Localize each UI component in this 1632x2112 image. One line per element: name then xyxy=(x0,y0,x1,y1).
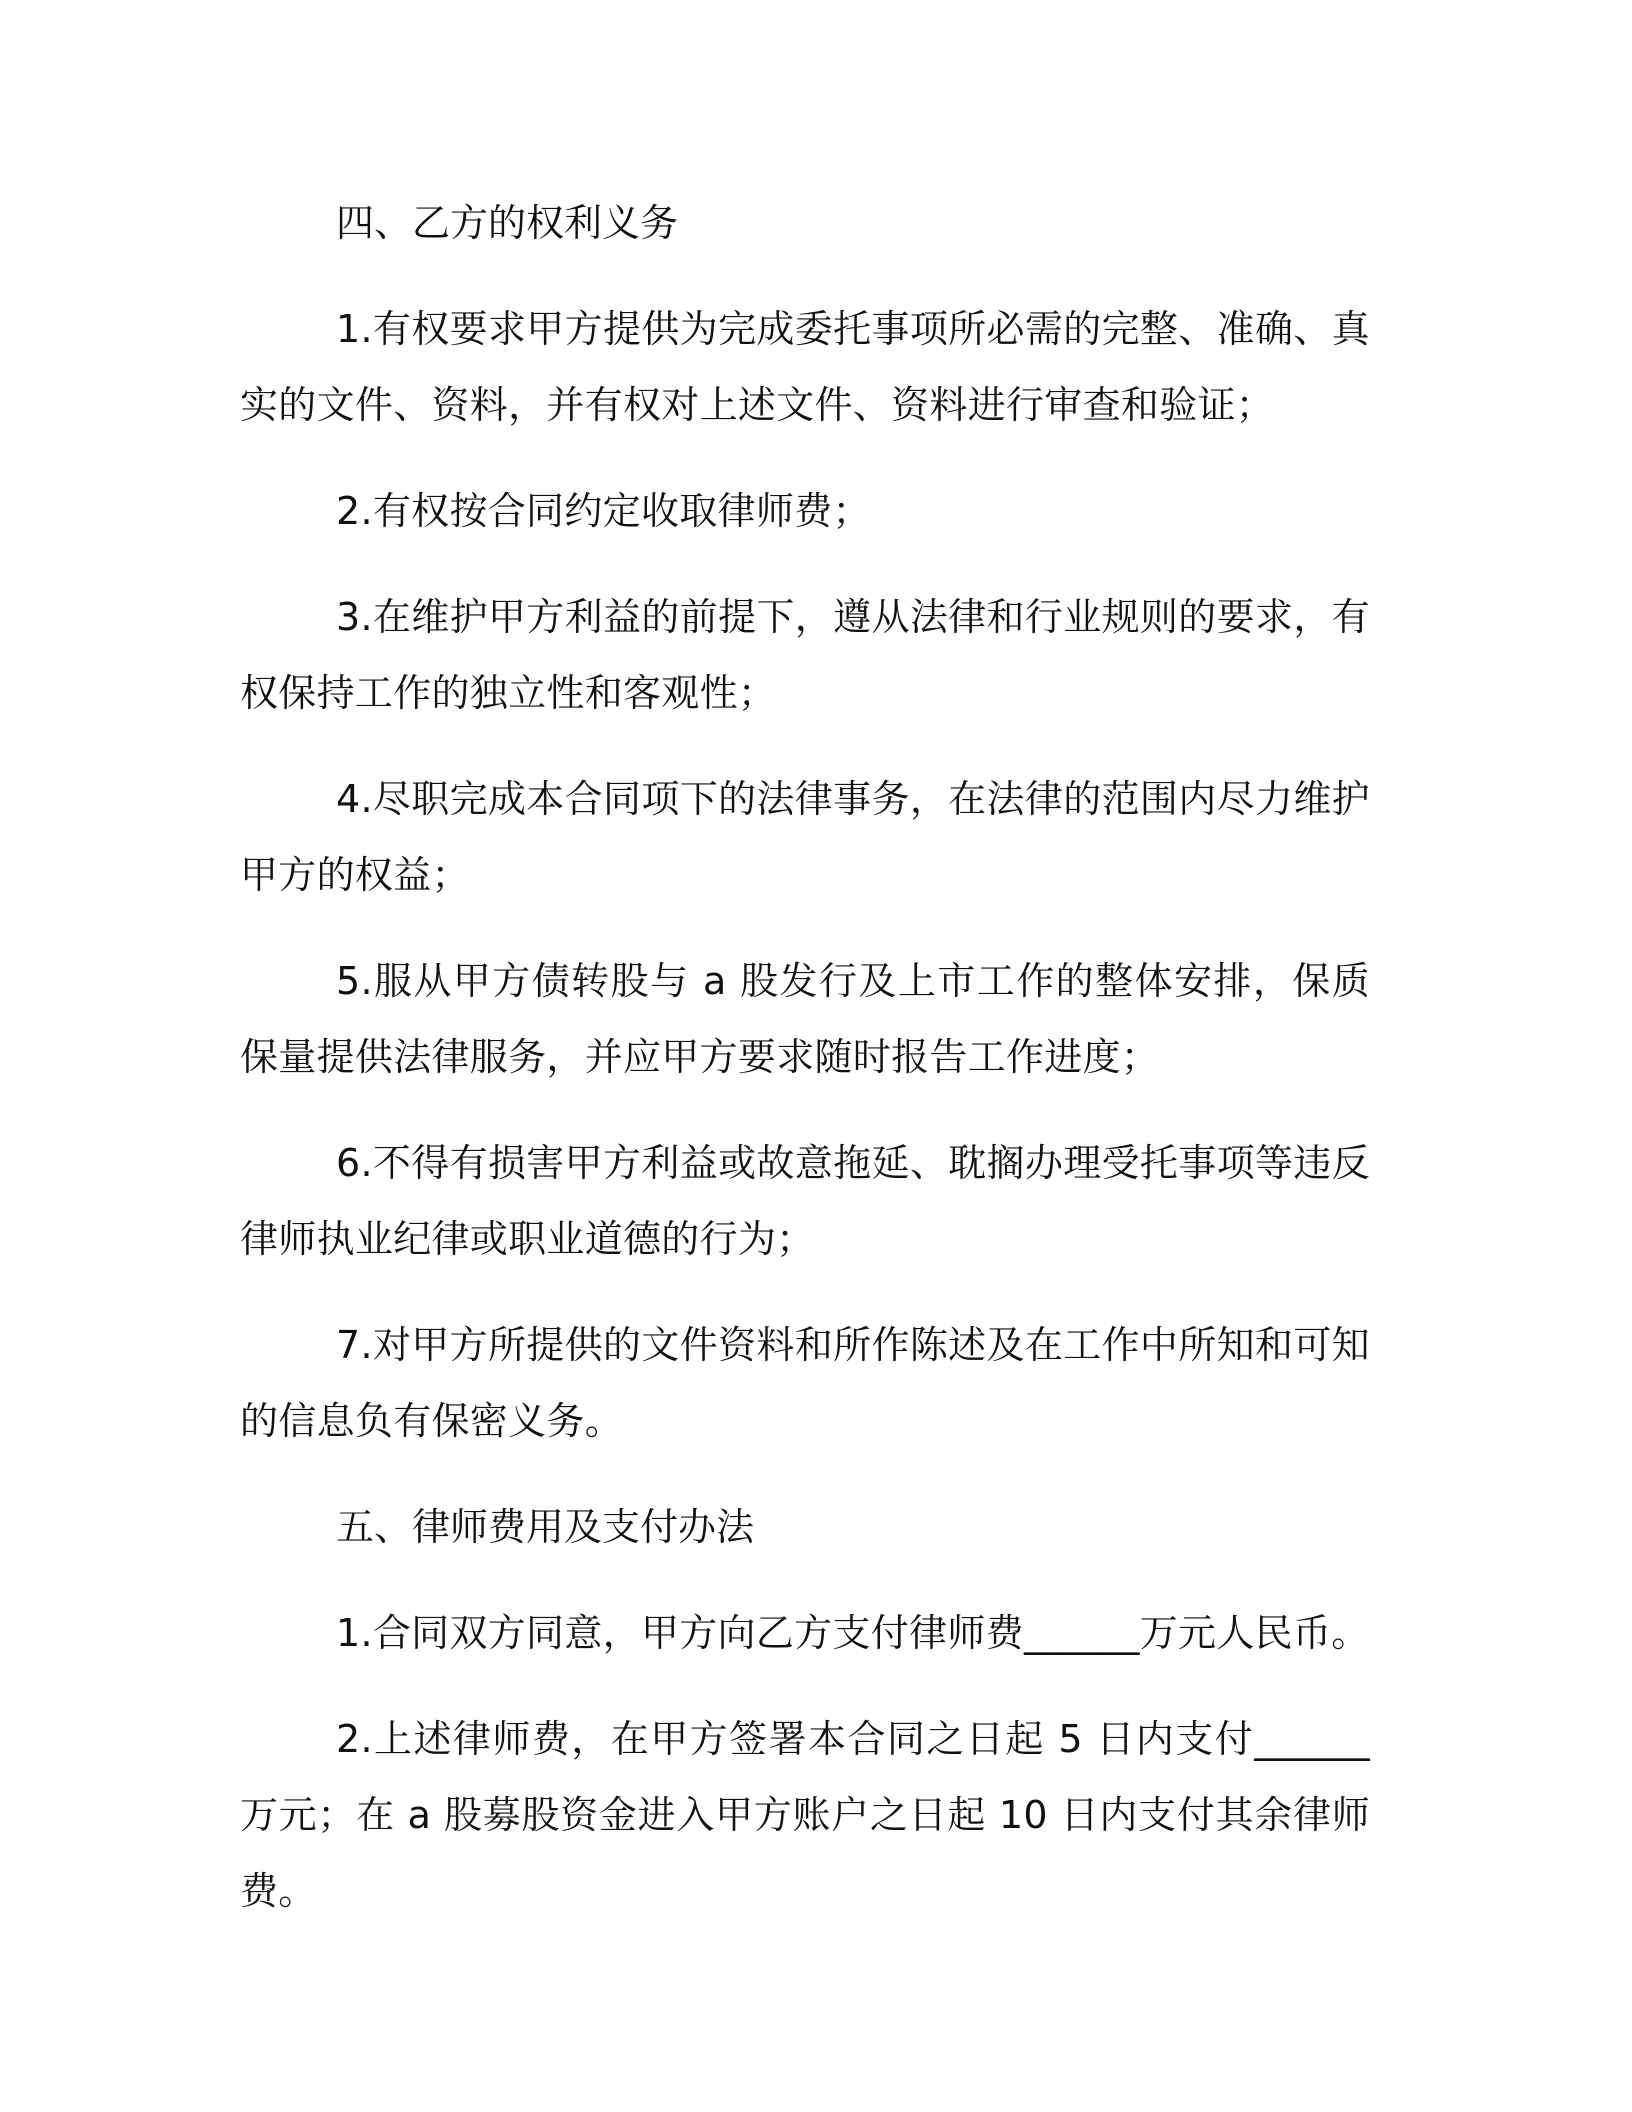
section-4-item-3: 3.在维护甲方利益的前提下，遵从法律和行业规则的要求，有权保持工作的独立性和客观性； xyxy=(240,595,1370,715)
section-4-item-7: 7.对甲方所提供的文件资料和所作陈述及在工作中所知和可知的信息负有保密义务。 xyxy=(240,1323,1370,1443)
section-5-heading: 五、律师费用及支付办法 xyxy=(336,1505,755,1549)
section-4-item-1: 1.有权要求甲方提供为完成委托事项所必需的完整、准确、真实的文件、资料，并有权对上述文件、资料进行审查和验证； xyxy=(240,307,1370,427)
section-4-item-5: 5.服从甲方债转股与 a 股发行及上市工作的整体安排，保质保量提供法律服务，并应甲方要求随时报告工作进度； xyxy=(240,959,1370,1079)
section-5-item-1: 1.合同双方同意，甲方向乙方支付律师费______万元人民币。 xyxy=(336,1611,1370,1655)
document-body xyxy=(240,185,1370,1959)
section-4-item-6: 6.不得有损害甲方利益或故意拖延、耽搁办理受托事项等违反律师执业纪律或职业道德的行为； xyxy=(240,1141,1370,1261)
section-4-item-4: 4.尽职完成本合同项下的法律事务，在法律的范围内尽力维护甲方的权益； xyxy=(240,777,1370,897)
section-4-item-2: 2.有权按合同约定收取律师费； xyxy=(336,489,871,533)
section-5-item-2: 2.上述律师费，在甲方签署本合同之日起 5 日内支付______万元；在 a 股募股资金进入甲方账户之日起 10 日内支付其余律师费。 xyxy=(240,1717,1370,1913)
section-4-heading: 四、乙方的权利义务 xyxy=(336,201,679,245)
